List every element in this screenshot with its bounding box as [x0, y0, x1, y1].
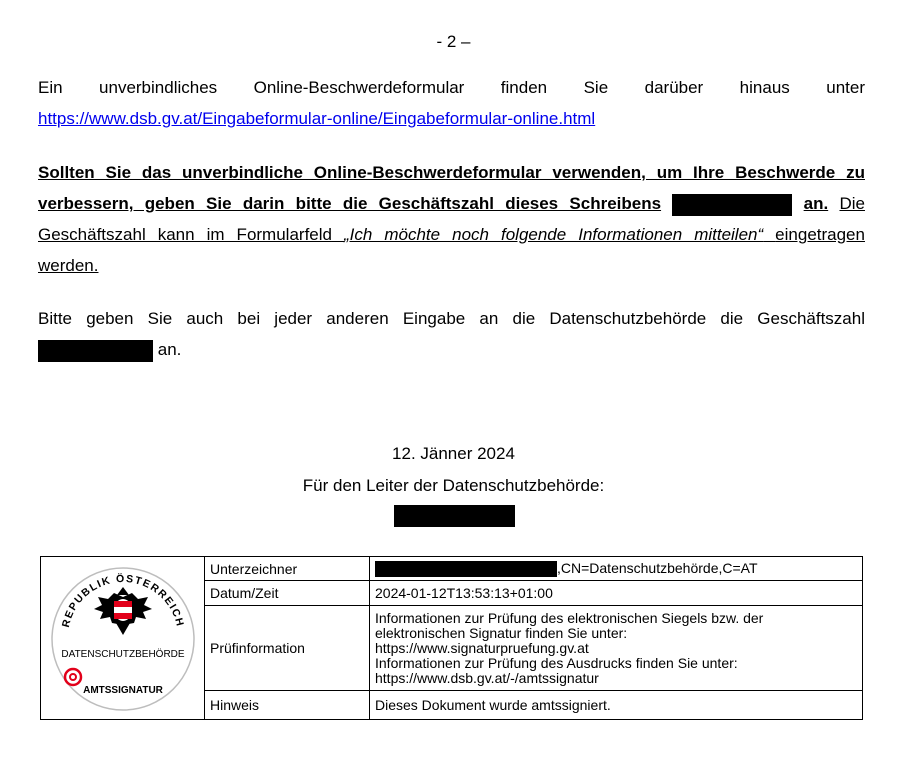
signature-verification-url: https://www.signaturpruefung.gv.at: [375, 639, 589, 656]
signer-label: Unterzeichner: [205, 557, 370, 581]
paragraph-reference-instructions: [38, 157, 865, 281]
line3-start: Geschäftszahl kann im Formularfeld: [38, 225, 332, 244]
page-number: - 2 –: [436, 32, 471, 51]
seal-badge-text: AMTSSIGNATUR: [83, 685, 163, 696]
official-seal: [46, 559, 199, 717]
line3-end: eingetragen: [775, 225, 865, 244]
signer-value: [370, 557, 863, 581]
datetime-label: Datum/Zeit: [205, 581, 370, 605]
notice-label: Hinweis: [205, 691, 370, 720]
verification-line-4: Informationen zur Prüfung des Ausdrucks finden Sie unter:: [375, 654, 738, 671]
paragraph-other-submissions: [38, 303, 865, 365]
paragraph-online-form: [38, 72, 865, 134]
para3-end: an.: [157, 340, 182, 359]
bold-an: an.: [803, 194, 829, 213]
at-icon: [65, 669, 81, 685]
after-an-text: Die: [839, 194, 865, 213]
letter-date: 12. Jänner 2024: [392, 444, 515, 463]
paragraph-other-submissions-text: Bitte geben Sie auch bei jeder anderen Eingabe an die Datenschutzbehörde die Geschäftszahl: [38, 309, 865, 328]
line4: werden.: [38, 256, 99, 275]
bold-line-1: Sollten Sie das unverbindliche Online-Beschwerdeformular verwenden, um Ihre Beschwerde zu: [38, 163, 865, 182]
printout-verification-url: https://www.dsb.gv.at/-/amtssignatur: [375, 669, 599, 686]
redacted-signer-name: [375, 561, 557, 577]
signer-cn: ,CN=Datenschutzbehörde,C=AT: [557, 560, 758, 577]
online-form-link[interactable]: https://www.dsb.gv.at/Eingabeformular-online/Eingabeformular-online.html: [38, 109, 596, 128]
redacted-reference-number: [672, 194, 792, 216]
paragraph-online-form-text: Ein unverbindliches Online-Beschwerdeformular finden Sie darüber hinaus unter: [38, 78, 865, 97]
bold-line-2: verbessern, geben Sie darin bitte die Geschäftszahl dieses Schreibens: [38, 194, 662, 213]
verification-line-2: elektronischen Signatur finden Sie unter:: [375, 624, 628, 641]
official-seal-cell: [41, 557, 205, 720]
seal-arc-text: REPUBLIK ÖSTERREICH: [59, 572, 187, 629]
datetime-value: 2024-01-12T13:53:13+01:00: [370, 581, 863, 605]
form-field-name: „Ich möchte noch folgende Informationen mitteilen“: [344, 225, 764, 244]
austrian-eagle-icon: [94, 587, 152, 635]
notice-value: Dieses Dokument wurde amtssigniert.: [370, 691, 863, 720]
redacted-signatory-name: [394, 505, 515, 527]
redacted-reference-number-2: [38, 340, 153, 362]
verification-line-1: Informationen zur Prüfung des elektronischen Siegels bzw. der: [375, 609, 764, 626]
verification-label: Prüfinformation: [205, 605, 370, 691]
signoff-line: Für den Leiter der Datenschutzbehörde:: [302, 476, 605, 495]
signature-table: [40, 556, 863, 720]
seal-authority-text: DATENSCHUTZBEHÖRDE: [61, 649, 185, 660]
verification-value: [370, 605, 863, 691]
